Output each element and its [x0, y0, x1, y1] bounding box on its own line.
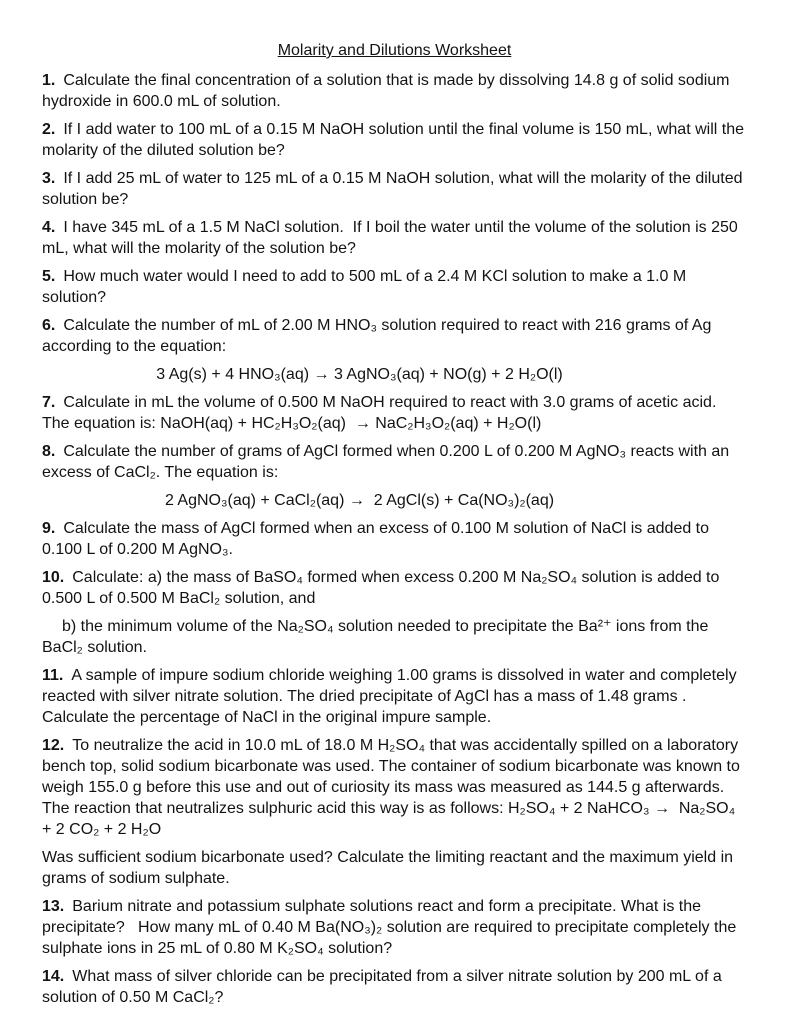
problem-7-text: Calculate in mL the volume of 0.500 M NaOH required to react with 3.0 grams of acetic acid. The equation is: NaOH(aq) + HC₂H₃O₂(aq) → NaC₂H₃O₂(aq) + H₂O(l) [42, 394, 721, 432]
problem-1 [42, 70, 747, 112]
problem-7-number: 7. [42, 394, 56, 411]
problem-12-text: To neutralize the acid in 10.0 mL of 18.0 M H₂SO₄ that was accidentally spilled on a laboratory bench top, solid sodium bicarbonate was used. The container of sodium bicarbonate was known to weigh 155.0 g before this use and out of curiosity its mass was measured as 144.5 g afterwards. The reaction that neutralizes sulphuric acid this way is as follows: H₂SO₄ + 2 NaHCO₃ → Na₂SO₄ + 2 CO₂ + 2 H₂O [42, 737, 745, 838]
problem-12 [42, 735, 747, 840]
problem-14 [42, 966, 747, 1008]
problem-9-text: Calculate the mass of AgCl formed when an excess of 0.100 M solution of NaCl is added to 0.100 L of 0.200 M AgNO₃. [42, 520, 714, 558]
problem-2 [42, 119, 747, 161]
problem-2-number: 2. [42, 121, 56, 138]
problem-6 [42, 315, 747, 357]
problem-10-number: 10. [42, 569, 65, 586]
problem-3-text: If I add 25 mL of water to 125 mL of a 0.15 M NaOH solution, what will the molarity of the diluted solution be? [42, 170, 747, 208]
problem-5-text: How much water would I need to add to 500 mL of a 2.4 M KCl solution to make a 1.0 M solution? [42, 268, 691, 306]
problem-5-number: 5. [42, 268, 56, 285]
problem-11-text: A sample of impure sodium chloride weighing 1.00 grams is dissolved in water and completely reacted with silver nitrate solution. The dried precipitate of AgCl has a mass of 1.48 grams . Calculate the percentage of NaCl in the original impure sample. [42, 667, 742, 726]
problem-12-followup: Was sufficient sodium bicarbonate used? Calculate the limiting reactant and the maximum yield in grams of sodium sulphate. [42, 849, 738, 887]
problem-10b: b) the minimum volume of the Na₂SO₄ solution needed to precipitate the Ba²⁺ ions from the BaCl₂ solution. [42, 618, 713, 656]
equation-problem-6: 3 Ag(s) + 4 HNO₃(aq) → 3 AgNO₃(aq) + NO(g) + 2 H₂O(l) [156, 366, 563, 383]
problem-8 [42, 441, 747, 483]
problem-4 [42, 217, 747, 259]
problem-9-number: 9. [42, 520, 56, 537]
problem-6-number: 6. [42, 317, 56, 334]
equation-problem-8: 2 AgNO₃(aq) + CaCl₂(aq) → 2 AgCl(s) + Ca(NO₃)₂(aq) [164, 492, 555, 509]
problem-3 [42, 168, 747, 210]
problem-5 [42, 266, 747, 308]
problem-13-number: 13. [42, 898, 65, 915]
problem-14-number: 14. [42, 968, 65, 985]
problem-10a-text: Calculate: a) the mass of BaSO₄ formed when excess 0.200 M Na₂SO₄ solution is added to 0.500 L of 0.500 M BaCl₂ solution, and [42, 569, 724, 607]
problem-13-text: Barium nitrate and potassium sulphate solutions react and form a precipitate. What is the precipitate? How many mL of 0.40 M Ba(NO₃)₂ solution are required to precipitate completely the sulphate ions in 25 mL of 0.80 M K₂SO₄ solution? [42, 898, 741, 957]
problem-10a [42, 567, 747, 609]
problem-1-text: Calculate the final concentration of a solution that is made by dissolving 14.8 g of solid sodium hydroxide in 600.0 mL of solution. [42, 72, 734, 110]
problem-11 [42, 665, 747, 728]
problem-8-text: Calculate the number of grams of AgCl formed when 0.200 L of 0.200 M AgNO₃ reacts with an excess of CaCl₂. The equation is: [42, 443, 734, 481]
problem-9 [42, 518, 747, 560]
problem-11-number: 11. [42, 667, 64, 684]
problem-2-text: If I add water to 100 mL of a 0.15 M NaOH solution until the final volume is 150 mL, what will the molarity of the diluted solution be? [42, 121, 749, 159]
problem-3-number: 3. [42, 170, 56, 187]
problem-4-number: 4. [42, 219, 56, 236]
page-title: Molarity and Dilutions Worksheet [277, 42, 512, 59]
problem-7 [42, 392, 747, 434]
problem-6-text: Calculate the number of mL of 2.00 M HNO₃ solution required to react with 216 grams of Ag according to the equation: [42, 317, 716, 355]
problem-8-number: 8. [42, 443, 56, 460]
problem-13 [42, 896, 747, 959]
problem-4-text: I have 345 mL of a 1.5 M NaCl solution. If I boil the water until the volume of the solution is 250 mL, what will the molarity of the solution be? [42, 219, 743, 257]
problem-12-number: 12. [42, 737, 65, 754]
problem-14-text: What mass of silver chloride can be precipitated from a silver nitrate solution by 200 mL of a solution of 0.50 M CaCl₂? [42, 968, 727, 1006]
problem-1-number: 1. [42, 72, 56, 89]
